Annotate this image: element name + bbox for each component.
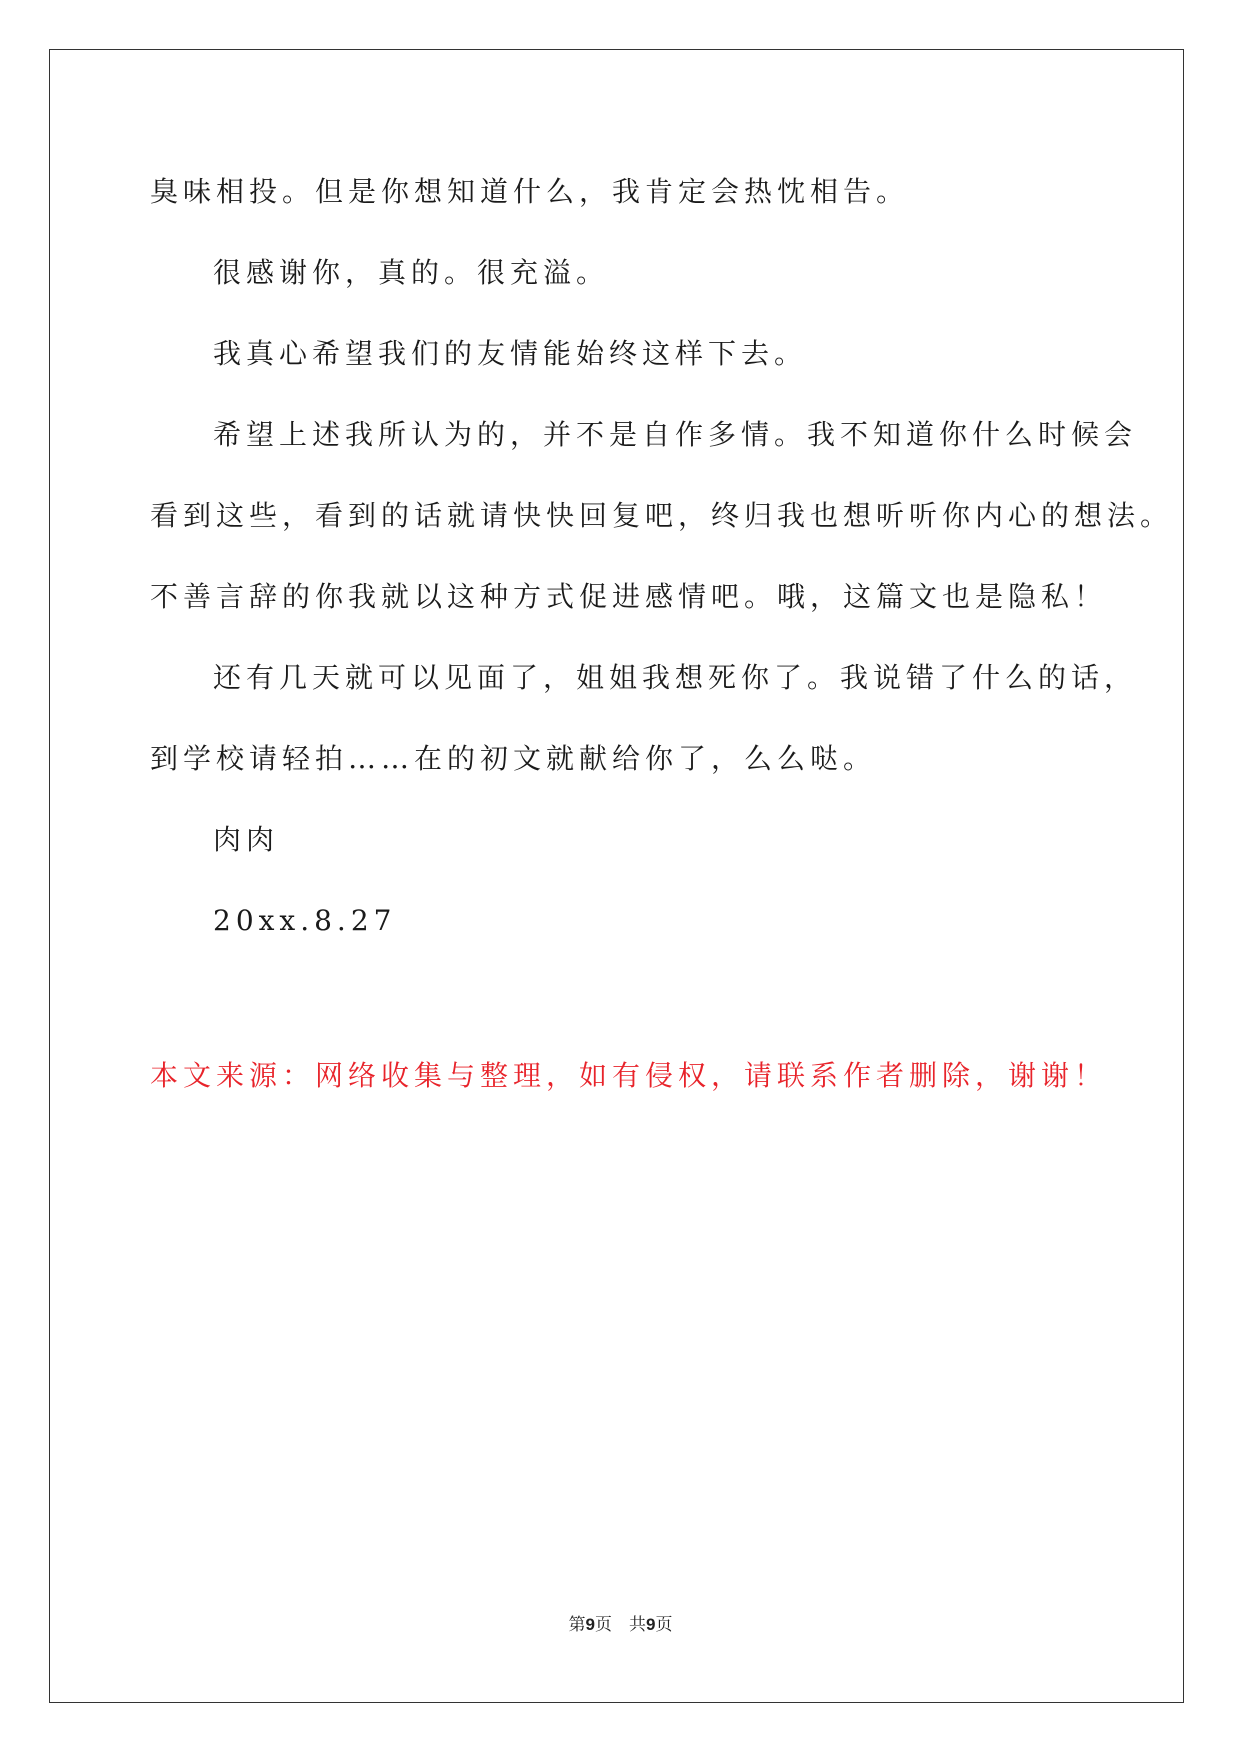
page-border [49,49,1184,1703]
footer-prefix: 第 [568,1615,586,1635]
signature: 肉肉 [213,823,280,856]
footer-middle: 页 共 [595,1615,646,1635]
page-footer [0,1613,1241,1637]
total-page-number: 9 [646,1615,656,1634]
body-line-2: 很感谢你，真的。很充溢。 [213,256,610,289]
body-line-1: 臭味相投。但是你想知道什么，我肯定会热忱相告。 [150,175,910,208]
body-line-6: 不善言辞的你我就以这种方式促进感情吧。哦，这篇文也是隐私！ [150,580,1108,613]
footer-suffix: 页 [655,1615,673,1635]
date-line: 20xx.8.27 [213,904,397,937]
source-note: 本文来源：网络收集与整理，如有侵权，请联系作者删除，谢谢！ [150,1059,1108,1092]
body-line-8: 到学校请轻拍……在的初文就献给你了，么么哒。 [150,742,877,775]
body-line-7: 还有几天就可以见面了，姐姐我想死你了。我说错了什么的话， [213,661,1138,694]
body-line-3: 我真心希望我们的友情能始终这样下去。 [213,337,808,370]
body-line-5: 看到这些，看到的话就请快快回复吧，终归我也想听听你内心的想法。 [150,499,1174,532]
body-line-4: 希望上述我所认为的，并不是自作多情。我不知道你什么时候会 [213,418,1138,451]
current-page-number: 9 [585,1615,595,1634]
